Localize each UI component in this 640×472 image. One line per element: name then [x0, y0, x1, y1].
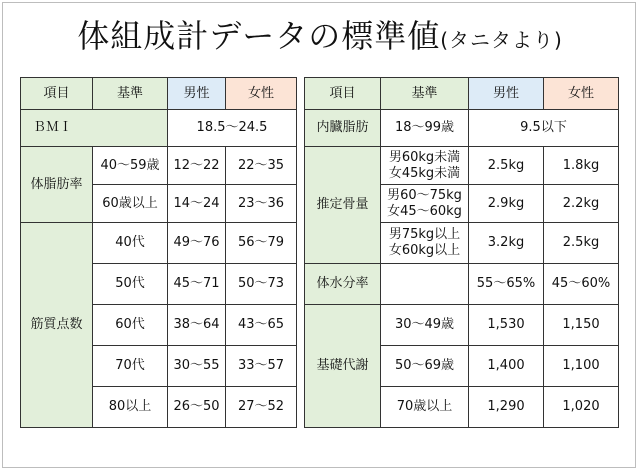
male-value-cell: 38～64	[168, 305, 226, 346]
male-value-cell: 45～71	[168, 264, 226, 305]
criterion-cell	[381, 185, 469, 223]
female-value-cell: 1.8kg	[544, 147, 619, 185]
criterion-cell: 18～99歳	[381, 110, 469, 147]
criterion-cell: 70代	[93, 346, 168, 387]
criterion-line: 女45～60kg	[387, 203, 462, 219]
table-row	[305, 305, 619, 346]
header-female: 女性	[544, 78, 619, 110]
male-value-cell: 1,530	[469, 305, 544, 346]
body-water-label: 体水分率	[305, 264, 381, 305]
table-header-row	[21, 78, 297, 110]
female-value-cell: 43～65	[226, 305, 297, 346]
table-row	[305, 147, 619, 185]
criterion-cell: 60代	[93, 305, 168, 346]
male-value-cell: 12～22	[168, 147, 226, 185]
table-row	[305, 264, 619, 305]
female-value-cell: 2.2kg	[544, 185, 619, 223]
criterion-cell	[381, 147, 469, 185]
criterion-cell: 50代	[93, 264, 168, 305]
header-criterion: 基準	[381, 78, 469, 110]
criterion-cell: 40～59歳	[93, 147, 168, 185]
criterion-cell	[381, 223, 469, 264]
male-value-cell: 30～55	[168, 346, 226, 387]
criterion-cell: 30～49歳	[381, 305, 469, 346]
header-criterion: 基準	[93, 78, 168, 110]
title-source: (タニタより)	[440, 28, 563, 52]
basal-metabolism-label: 基礎代謝	[305, 305, 381, 428]
title-main: 体組成計データの標準値	[77, 17, 441, 55]
female-value-cell: 56～79	[226, 223, 297, 264]
right-standards-table	[304, 77, 619, 428]
criterion-line: 男60kg未満	[388, 149, 461, 165]
table-header-row	[305, 78, 619, 110]
female-value-cell: 33～57	[226, 346, 297, 387]
left-standards-table	[20, 77, 297, 428]
criterion-cell: 50～69歳	[381, 346, 469, 387]
female-value-cell: 23～36	[226, 185, 297, 223]
male-value-cell: 2.5kg	[469, 147, 544, 185]
table-row	[21, 147, 297, 185]
header-female: 女性	[226, 78, 297, 110]
header-male: 男性	[469, 78, 544, 110]
body-fat-label: 体脂肪率	[21, 147, 93, 223]
header-male: 男性	[168, 78, 226, 110]
criterion-cell-empty	[381, 264, 469, 305]
male-value-cell: 14～24	[168, 185, 226, 223]
table-row	[21, 110, 297, 147]
female-value-cell: 2.5kg	[544, 223, 619, 264]
male-value-cell: 26～50	[168, 387, 226, 428]
female-value-cell: 50～73	[226, 264, 297, 305]
table-row	[305, 110, 619, 147]
male-value-cell: 2.9kg	[469, 185, 544, 223]
male-value-cell: 3.2kg	[469, 223, 544, 264]
criterion-cell: 80以上	[93, 387, 168, 428]
header-item: 項目	[305, 78, 381, 110]
bmi-label: ＢＭＩ	[21, 110, 168, 147]
female-value-cell: 45～60%	[544, 264, 619, 305]
criterion-line: 男75kg以上	[388, 227, 461, 242]
criterion-line: 女60kg以上	[388, 243, 461, 258]
criterion-cell: 60歳以上	[93, 185, 168, 223]
visceral-fat-value: 9.5以下	[469, 110, 619, 147]
muscle-score-label: 筋質点数	[21, 223, 93, 428]
bone-mass-label: 推定骨量	[305, 147, 381, 264]
female-value-cell: 1,100	[544, 346, 619, 387]
female-value-cell: 27～52	[226, 387, 297, 428]
criterion-cell: 40代	[93, 223, 168, 264]
male-value-cell: 49～76	[168, 223, 226, 264]
criterion-line: 女45kg未満	[388, 165, 461, 181]
header-item: 項目	[21, 78, 93, 110]
table-row	[21, 223, 297, 264]
bmi-value: 18.5～24.5	[168, 110, 297, 147]
criterion-cell: 70歳以上	[381, 387, 469, 428]
male-value-cell: 1,290	[469, 387, 544, 428]
female-value-cell: 1,150	[544, 305, 619, 346]
page-title	[0, 16, 640, 60]
female-value-cell: 1,020	[544, 387, 619, 428]
female-value-cell: 22～35	[226, 147, 297, 185]
male-value-cell: 1,400	[469, 346, 544, 387]
criterion-line: 男60～75kg	[387, 187, 462, 203]
visceral-fat-label: 内臓脂肪	[305, 110, 381, 147]
male-value-cell: 55～65%	[469, 264, 544, 305]
